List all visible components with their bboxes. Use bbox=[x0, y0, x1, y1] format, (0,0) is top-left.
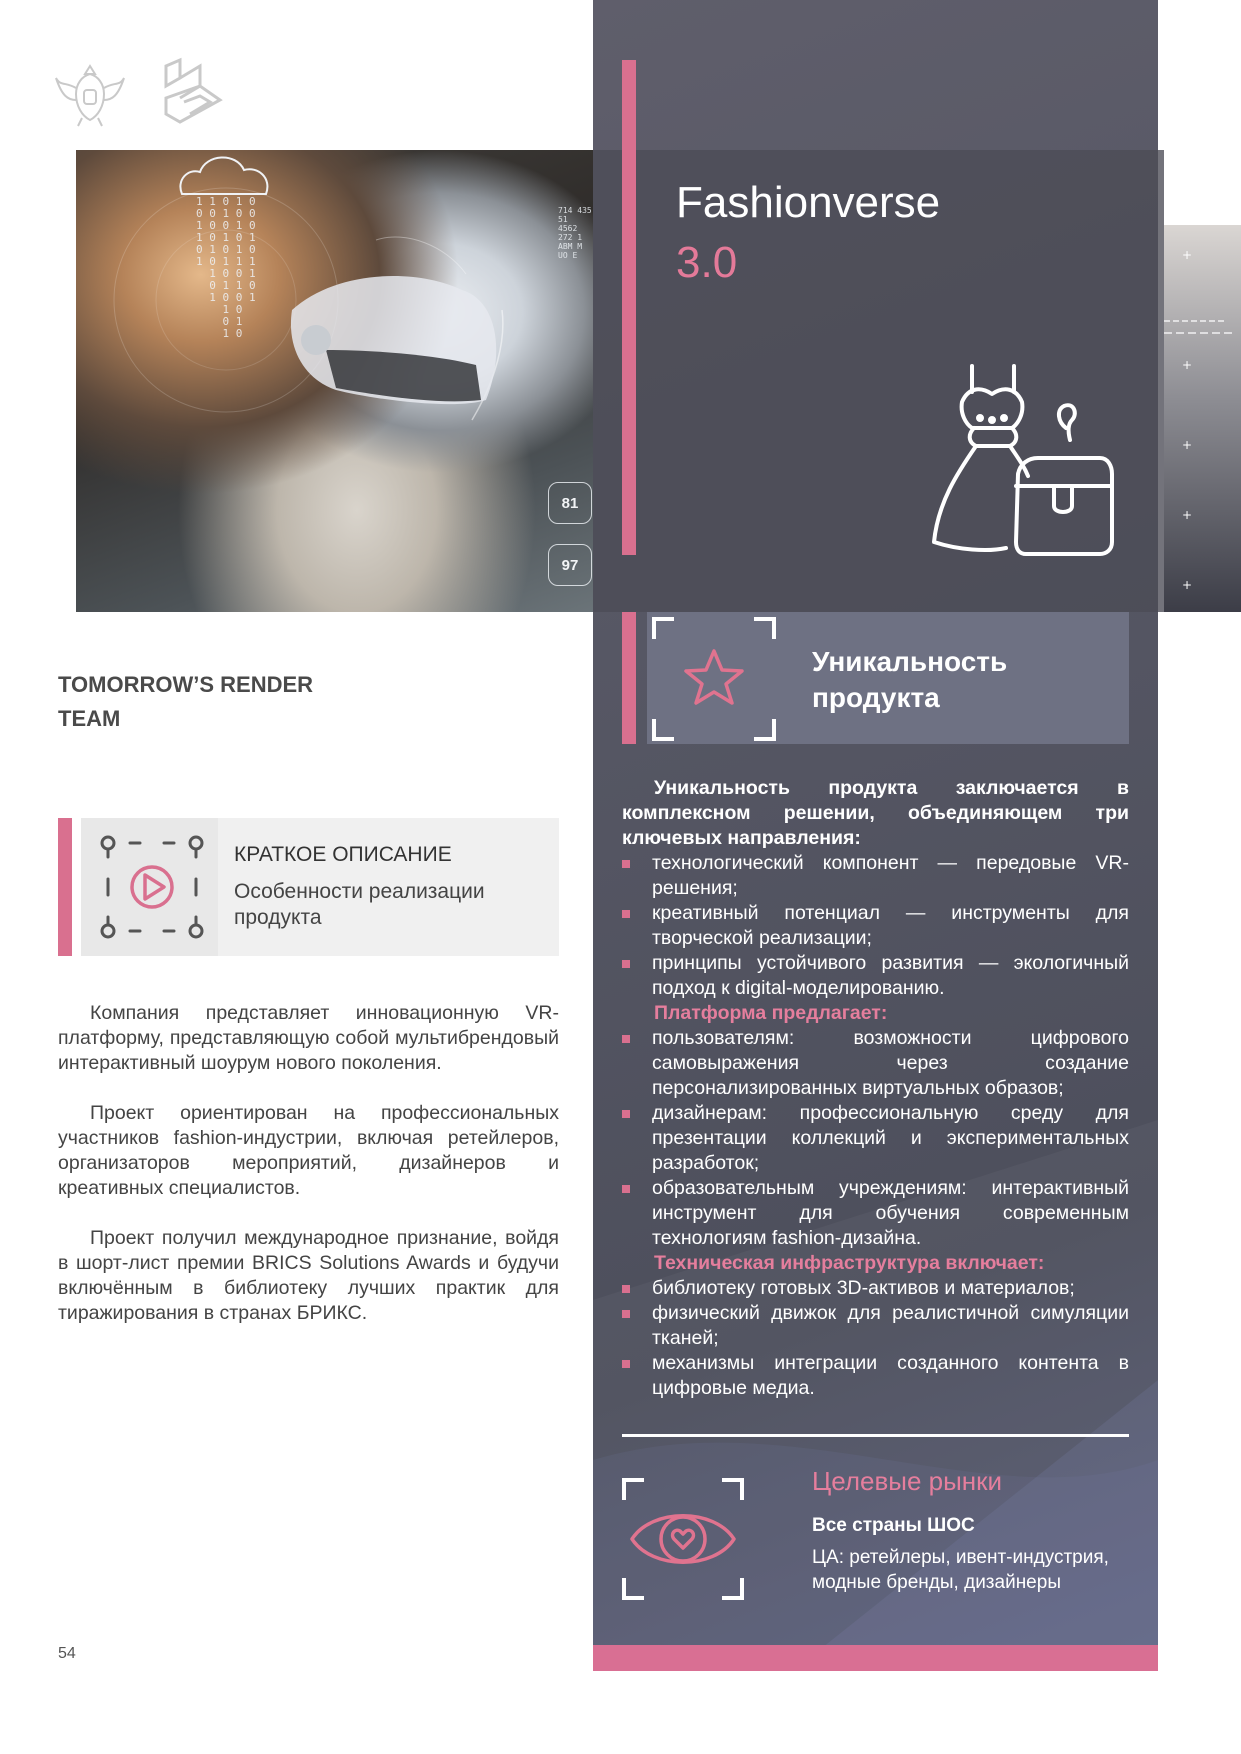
team-name-line: TEAM bbox=[58, 706, 121, 731]
paragraph: Компания представляет инновационную VR-платформу, представляющую собой мультибрендовый интерактивный шоурум нового поколения. bbox=[58, 1002, 559, 1074]
team-name-line: TOMORROW’S RENDER bbox=[58, 672, 314, 697]
svg-text:+: + bbox=[1182, 248, 1193, 262]
hud-readout: 714 435 51 4562 272 1 ABM M UO E bbox=[558, 206, 592, 260]
company-description bbox=[58, 1001, 559, 1351]
svg-text:+: + bbox=[1182, 508, 1193, 522]
list-item: механизмы интеграции созданного контента в цифровые медиа. bbox=[622, 1351, 1129, 1401]
angular-logo-icon bbox=[160, 56, 226, 128]
title-accent-bar bbox=[622, 60, 636, 555]
list-item: пользователям: возможности цифрового самовыражения через создание персонализированных виртуальных образов; bbox=[622, 1026, 1129, 1101]
vr-headset-child-photo bbox=[76, 150, 596, 612]
play-icon bbox=[100, 835, 204, 939]
russian-coat-of-arms-icon bbox=[52, 56, 128, 128]
hud-overlay bbox=[76, 150, 596, 612]
page-number: 54 bbox=[58, 1645, 76, 1662]
svg-text:+: + bbox=[1182, 438, 1193, 452]
uniqueness-text bbox=[622, 776, 1129, 1401]
infrastructure-heading: Техническая инфраструктура включает: bbox=[654, 1252, 1045, 1274]
uniqueness-accent-bar bbox=[622, 612, 636, 744]
list-item: дизайнерам: профессиональную среду для презентации коллекций и экспериментальных разработок; bbox=[622, 1101, 1129, 1176]
list-item: физический движок для реалистичной симуляции тканей; bbox=[622, 1301, 1129, 1351]
panel-bottom-bar bbox=[593, 1645, 1158, 1671]
brief-accent-bar bbox=[58, 818, 72, 956]
list-item: образовательным учреждениям: интерактивный инструмент для обучения современным технологиям fashion-дизайна. bbox=[622, 1176, 1129, 1251]
target-markets-heading: Целевые рынки bbox=[812, 1466, 1003, 1496]
hud-value-box bbox=[548, 544, 592, 586]
target-markets-value: Все страны ШОС bbox=[812, 1515, 975, 1536]
hud-sparkles bbox=[1164, 225, 1241, 612]
hud-value-box bbox=[548, 482, 592, 524]
list-item: библиотеку готовых 3D-активов и материалов; bbox=[622, 1276, 1129, 1301]
svg-text:+: + bbox=[1182, 578, 1193, 592]
brief-subtitle: Особенности реализации продукта bbox=[234, 880, 485, 929]
uniqueness-lead: Уникальность продукта заключается в комплексном решении, объединяющем три ключевых направления: bbox=[622, 777, 1129, 849]
list-item: принципы устойчивого развития — экологичный подход к digital-моделированию. bbox=[622, 951, 1129, 1001]
binary-rain: 1 1 0 1 0 0 0 1 0 0 1 0 0 1 0 1 0 1 0 1 0 1 0 1 0 1 0 1 1 1 1 0 0 1 0 1 1 0 1 0 0 1 1 0 0 1 1 0 bbox=[196, 195, 256, 340]
team-name bbox=[58, 668, 313, 736]
uniqueness-heading: Уникальность продукта bbox=[812, 646, 1008, 713]
right-photo-strip bbox=[1164, 225, 1241, 612]
platform-heading: Платформа предлагает: bbox=[654, 1002, 888, 1024]
section-divider bbox=[622, 1434, 1129, 1437]
product-version: 3.0 bbox=[676, 238, 738, 287]
hud-value: 81 bbox=[561, 494, 579, 512]
product-title: Fashionverse bbox=[676, 178, 941, 227]
hud-value: 97 bbox=[561, 556, 579, 574]
list-item: креативный потенциал — инструменты для творческой реализации; bbox=[622, 901, 1129, 951]
paragraph: Проект получил международное признание, войдя в шорт-лист премии BRICS Solutions Awards и будучи включённым в библиотеку лучших практик для тиражирования в странах БРИКС. bbox=[58, 1227, 559, 1324]
target-audience: ЦА: ретейлеры, ивент-индустрия, модные бренды, дизайнеры bbox=[812, 1547, 1109, 1593]
brief-title: КРАТКОЕ ОПИСАНИЕ bbox=[234, 843, 452, 866]
paragraph: Проект ориентирован на профессиональных участников fashion-индустрии, включая ретейлеров, организаторов мероприятий, дизайнеров и креативных специалистов. bbox=[58, 1102, 559, 1199]
dress-and-bag-icon bbox=[928, 362, 1114, 558]
eye-heart-icon bbox=[622, 1478, 744, 1600]
list-item: технологический компонент — передовые VR-решения; bbox=[622, 851, 1129, 901]
svg-text:+: + bbox=[1182, 358, 1193, 372]
star-icon bbox=[652, 617, 776, 741]
